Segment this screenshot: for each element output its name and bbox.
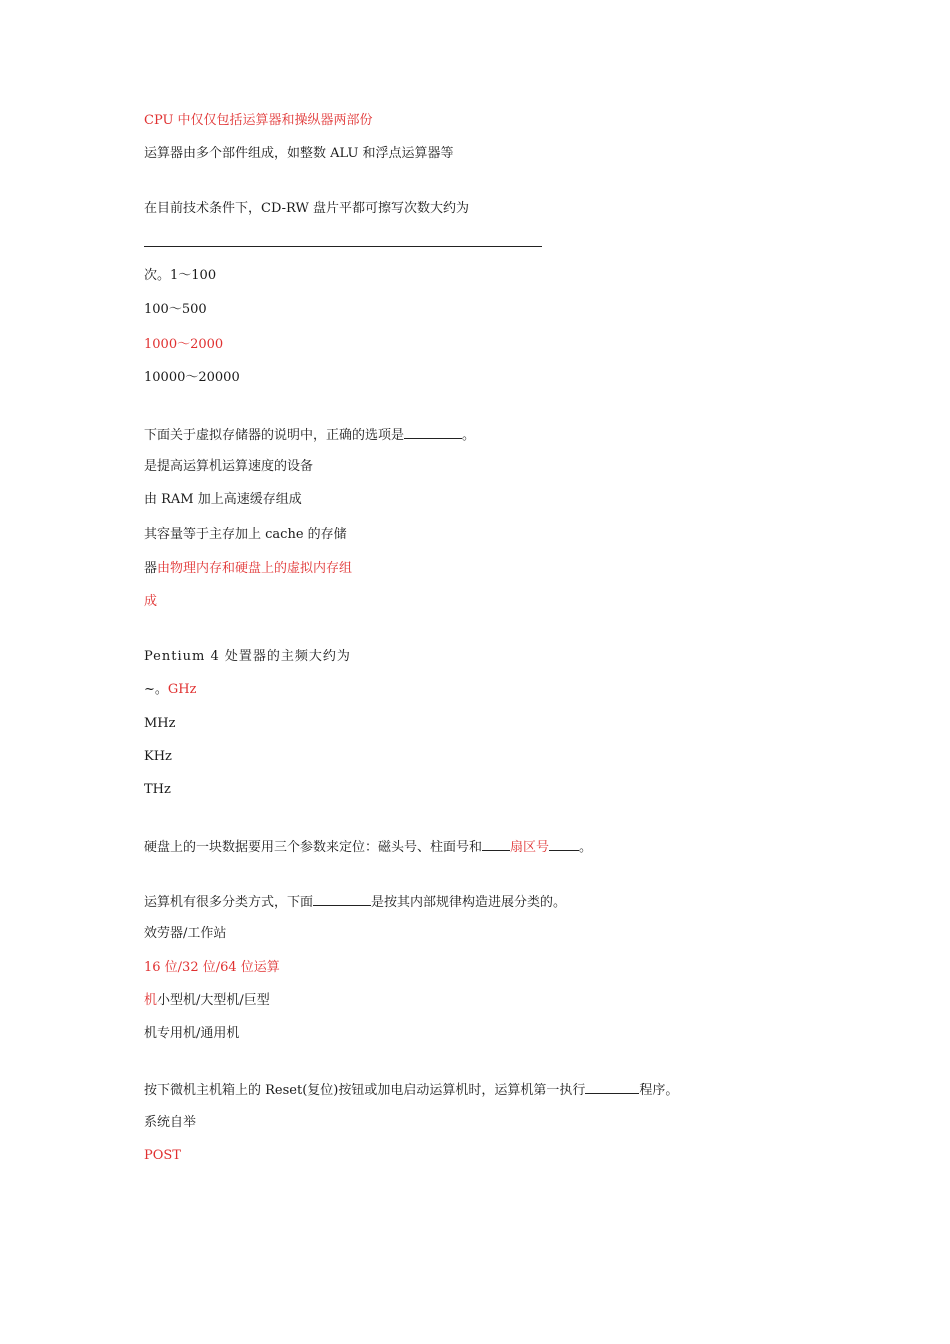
q6-option-d: 专用机/通用机 bbox=[157, 1026, 240, 1041]
q6-stem-after: 是按其内部规律构造进展分类的。 bbox=[371, 895, 567, 910]
q3-option-a: 是提高运算机运算速度的设备 bbox=[144, 459, 314, 474]
q3-stem-after: 。 bbox=[462, 428, 476, 443]
q6-option-b-end: 机 bbox=[144, 993, 158, 1008]
q1-statement-a: CPU 中仅仅包括运算器和操纵器两部份 bbox=[144, 113, 373, 128]
q4-stem: Pentium 4 处置器的主频大约为 bbox=[144, 649, 351, 664]
q6-option-c-end: 机 bbox=[144, 1026, 158, 1041]
q5-blank-right bbox=[549, 838, 579, 851]
q4-option-a bbox=[144, 682, 196, 698]
q4-option-a-text: GHz bbox=[167, 682, 197, 697]
q7-stem bbox=[144, 1081, 678, 1099]
q3-option-c-end: 器 bbox=[144, 561, 158, 576]
q2-option-b: 100～500 bbox=[144, 302, 207, 317]
q2-stem: 在目前技术条件下，CD-RW 盘片平都可擦写次数大约为 bbox=[144, 201, 470, 216]
q7-stem-before: 按下微机主机箱上的 Reset(复位)按钮或加电启动运算机时，运算机第一执行 bbox=[144, 1083, 586, 1098]
q6-stem-before: 运算机有很多分类方式，下面 bbox=[144, 895, 314, 910]
q5-answer: 扇区号 bbox=[510, 840, 550, 855]
q4-option-c: KHz bbox=[144, 749, 172, 764]
q2-option-a bbox=[144, 268, 216, 284]
q1-statement-b: 运算器由多个部件组成，如整数 ALU 和浮点运算器等 bbox=[144, 146, 454, 161]
q3-option-d-part2: 成 bbox=[144, 594, 158, 609]
q6-option-d-line bbox=[144, 1026, 239, 1042]
q6-option-c-line bbox=[144, 993, 270, 1009]
q6-option-b: 16 位/32 位/64 位运算 bbox=[144, 960, 280, 975]
q4-option-b: MHz bbox=[144, 716, 176, 731]
q4-option-d: THz bbox=[144, 782, 171, 797]
q7-option-a: 系统自举 bbox=[144, 1115, 197, 1130]
q2-option-a-prefix: 次。 bbox=[144, 268, 171, 283]
q6-stem bbox=[144, 893, 566, 911]
q3-answer-blank bbox=[404, 426, 462, 439]
q2-option-c: 1000～2000 bbox=[144, 337, 224, 352]
q5-blank-left bbox=[482, 838, 510, 851]
q3-stem bbox=[144, 426, 475, 444]
q2-option-d: 10000～20000 bbox=[144, 370, 240, 385]
q2-option-a-text: 1～100 bbox=[170, 268, 217, 283]
q6-option-a: 效劳器/工作站 bbox=[144, 926, 227, 941]
q6-answer-blank bbox=[313, 893, 371, 906]
q3-stem-before: 下面关于虚拟存储器的说明中，正确的选项是 bbox=[144, 428, 405, 443]
q7-stem-after: 程序。 bbox=[639, 1083, 679, 1098]
q3-option-b: 由 RAM 加上高速缓存组成 bbox=[144, 492, 302, 507]
q2-answer-blank bbox=[144, 246, 542, 247]
q5-stem bbox=[144, 838, 592, 856]
q7-option-b: POST bbox=[144, 1148, 181, 1163]
q3-option-d-part1: 由物理内存和硬盘上的虚拟内存组 bbox=[157, 561, 353, 576]
q3-option-c: 其容量等于主存加上 cache 的存储 bbox=[144, 527, 347, 542]
q5-stem-after: 。 bbox=[579, 840, 593, 855]
q5-stem-before: 硬盘上的一块数据要用三个参数来定位：磁头号、柱面号和 bbox=[144, 840, 483, 855]
q3-option-d-line bbox=[144, 561, 352, 577]
q4-option-a-prefix: ~。 bbox=[144, 682, 168, 697]
q6-option-c: 小型机/大型机/巨型 bbox=[157, 993, 270, 1008]
q7-answer-blank bbox=[585, 1081, 639, 1094]
